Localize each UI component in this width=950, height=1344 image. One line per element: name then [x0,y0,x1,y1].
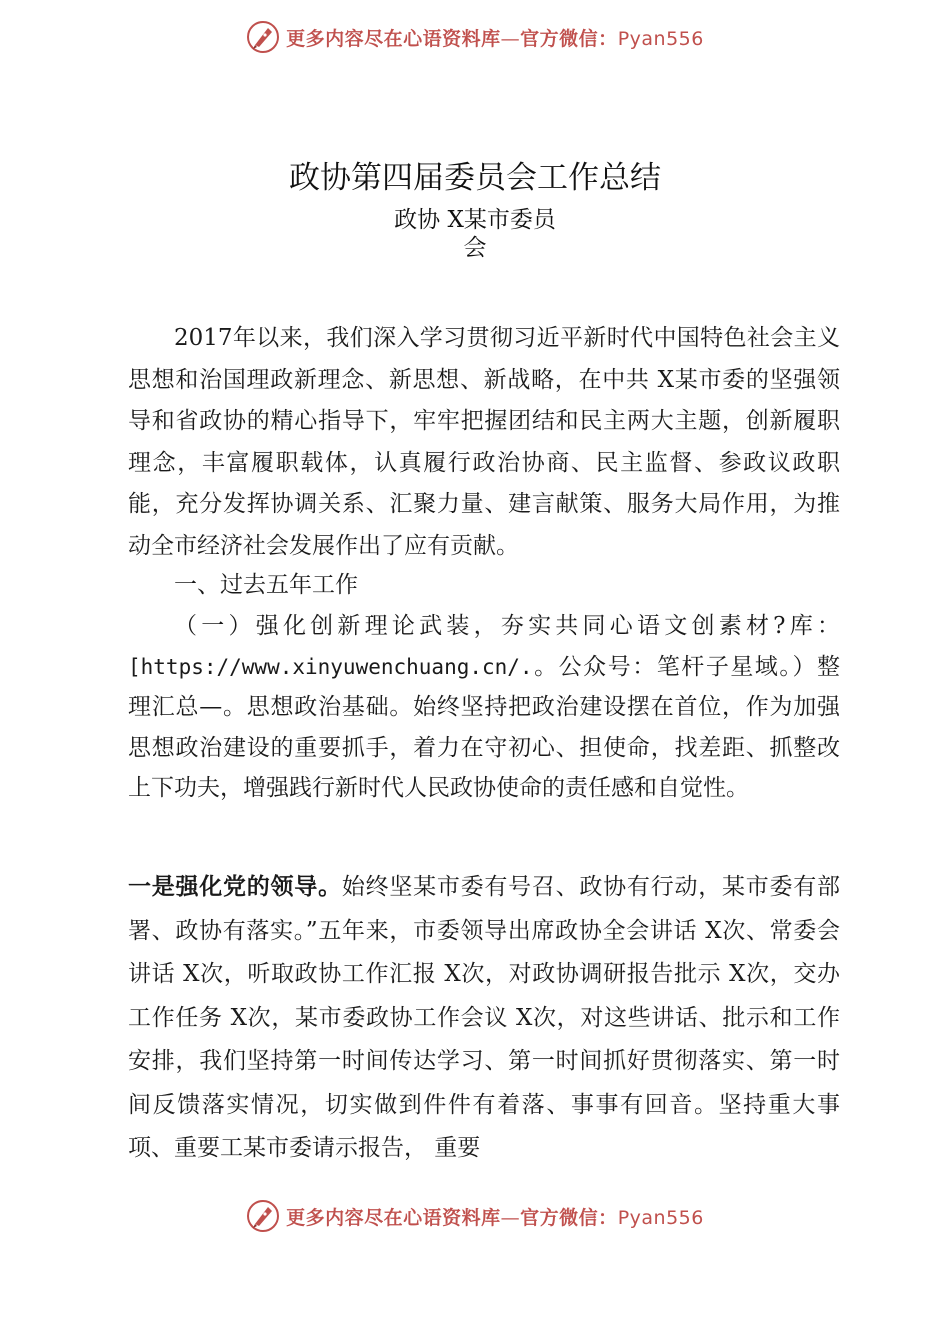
section-heading-past-five-years: 一、过去五年工作 [174,572,358,598]
footer-banner-text [286,1203,704,1230]
source-url-link[interactable]: [https://www.xinyuwenchuang.cn/. [128,654,533,679]
paragraph2-rest: 。公众号：笔杆子星域。）整理汇总—。思想政治基础。始终坚持把政治建设摆在首位，作为加强思想政治建设的重要抓手，着力在守初心、担使命，找差距、抓整改上下功夫，增强践行新时代人民政协使命的责任感和自觉性。 [128,653,840,801]
paragraph3-body: 始终坚某市委有号召、政协有行动，某市委有部署、政协有落实。”五年来，市委领导出席政协全会讲话 X次、常委会讲话 X次，听取政协工作汇报 X次，对政协调研报告批示 X次，交办工作任务 X次，某市委政协工作会议 X次，对这些讲话、批示和工作安排，我们坚持第一时间传达学习、第一时间抓好贯彻落实、第一时间反馈落实情况，切实做到件件有着落、事事有回音。坚持重大事项、重要工某市委请示报告， 重要 [128,874,841,1161]
pen-nib-logo-icon [246,1199,280,1233]
paragraph-party-leadership [128,866,840,1171]
header-banner-separator: — [500,27,521,50]
header-wechat-label: 官方微信： [520,27,618,50]
paragraph3-lead: 一是强化党的领导。 [128,874,342,900]
pen-nib-logo-icon [246,20,280,54]
paragraph-theory-armament [128,606,840,809]
paragraph-intro: 2017年以来，我们深入学习贯彻习近平新时代中国特色社会主义思想和治国理政新理念、新思想、新战略，在中共 X某市委的坚强领导和省政协的精心指导下，牢牢把握团结和民主两大主题，创新履职理念，丰富履职载体，认真履行政治协商、民主监督、参政议政职能，充分发挥协调关系、汇聚力量、建言献策、服务大局作用，为推动全市经济社会发展作出了应有贡献。 [128,325,840,559]
footer-banner [0,1193,950,1239]
header-wechat-id: Pyan556 [617,27,704,50]
footer-banner-separator: — [500,1206,521,1229]
subtitle-line-2: 会 [463,235,487,261]
header-banner-text [286,24,704,51]
paragraph2-start: （一）强化创新理论武装，夯实共同心语文创素材?库： [174,613,840,639]
document-title: 政协第四届委员会工作总结 [289,160,661,196]
footer-wechat-label: 官方微信： [520,1206,618,1229]
subtitle-line-1: 政协 X某市委员 [394,207,556,233]
document-subtitle [0,206,950,262]
footer-wechat-id: Pyan556 [617,1206,704,1229]
header-banner-slogan: 更多内容尽在心语资料库 [286,27,501,50]
header-banner [0,14,950,60]
footer-banner-slogan: 更多内容尽在心语资料库 [286,1206,501,1229]
